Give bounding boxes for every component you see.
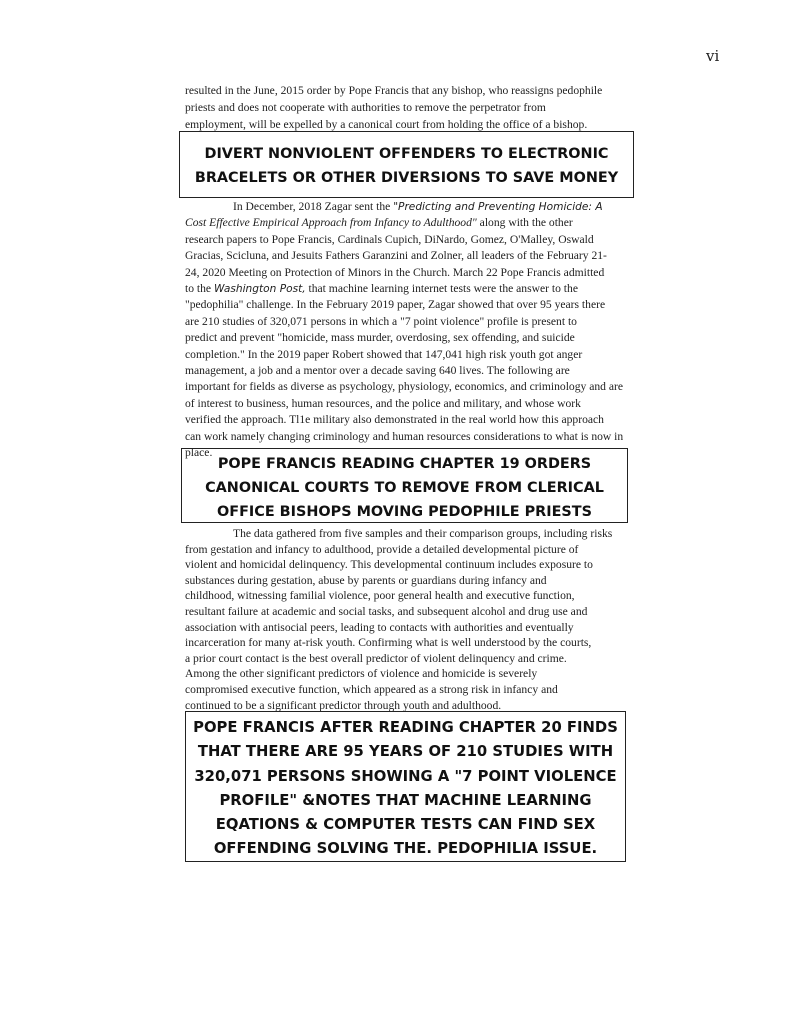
headline-line: OFFICE BISHOPS MOVING PEDOPHILE PRIESTS xyxy=(217,504,592,520)
paper-title: "Predicting and Preventing Homicide: A xyxy=(393,201,603,213)
text-line xyxy=(185,199,631,215)
text-line: Among the other significant predictors of violence and homicide is severely xyxy=(185,667,538,681)
page-number: vi xyxy=(706,47,720,65)
text-run: that machine learning internet tests were the answer to the xyxy=(305,282,578,296)
intro-paragraph xyxy=(185,83,631,134)
text-line: substances during gestation, abuse by parents or guardians during infancy and xyxy=(185,573,547,587)
text-line: resultant failure at academic and social tasks, and subsequent alcohol and drug use and xyxy=(185,604,588,618)
text-run: to the xyxy=(185,282,214,296)
headline-line: BRACELETS OR OTHER DIVERSIONS TO SAVE MONEY xyxy=(194,170,619,186)
text-line: are 210 studies of 320,071 persons in which a "7 point violence" profile is present to xyxy=(185,314,577,328)
headline-line: 320,071 PERSONS SHOWING A "7 POINT VIOLENCE xyxy=(194,767,617,785)
text-line: violent and homicidal delinquency. This developmental continuum includes exposure to xyxy=(185,558,593,572)
headline-line: CANONICAL COURTS TO REMOVE FROM CLERICAL xyxy=(205,480,604,496)
text-line: The data gathered from five samples and their comparison groups, including risks xyxy=(233,527,613,540)
text-line: completion." In the 2019 paper Robert showed that 147,041 high risk youth got anger xyxy=(185,347,583,361)
text-line: predict and prevent "homicide, mass murder, overdosing, sex offending, and suicide xyxy=(185,331,575,345)
text-line: resulted in the June, 2015 order by Pope Francis that any bishop, who reassigns pedophile xyxy=(185,84,603,97)
text-line: place. xyxy=(185,446,213,460)
text-line: childhood, witnessing familial violence, poor general health and executive function, xyxy=(185,589,575,603)
headline-line: PROFILE" &NOTES THAT MACHINE LEARNING xyxy=(219,791,592,809)
text-line xyxy=(185,215,631,231)
headline-line: OFFENDING SOLVING THE. PEDOPHILIA ISSUE. xyxy=(213,840,598,858)
text-line: "pedophilia" challenge. In the February 2019 paper, Zagar showed that over 95 years there xyxy=(185,298,606,312)
headline-box-chapter-20 xyxy=(185,711,626,862)
text-line: research papers to Pope Francis, Cardinals Cupich, DiNardo, Gomez, O'Malley, Oswald xyxy=(185,232,594,246)
text-line: verified the approach. Tl1e military also demonstrated in the real world how this approach xyxy=(185,413,604,427)
text-line: 24, 2020 Meeting on Protection of Minors in the Church. March 22 Pope Francis admitted xyxy=(185,265,605,279)
text-line: employment, will be expelled by a canonical court from holding the office of a bishop. xyxy=(185,117,588,131)
text-line: compromised executive function, which appeared as a strong risk in infancy and xyxy=(185,682,558,696)
text-line: association with antisocial peers, leading to contacts with authorities and eventually xyxy=(185,620,574,634)
zagar-paragraph xyxy=(185,199,631,462)
headline-box-diversion xyxy=(179,131,634,198)
headline-line: THAT THERE ARE 95 YEARS OF 210 STUDIES WITH xyxy=(197,743,614,761)
text-run: In December, 2018 Zagar sent the xyxy=(233,200,394,213)
text-line: a prior court contact is the best overall predictor of violent delinquency and crime. xyxy=(185,651,567,665)
text-line: management, a job and a mentor over a decade saving 640 lives. The following are xyxy=(185,364,570,378)
text-line: from gestation and infancy to adulthood, provide a detailed developmental picture of xyxy=(185,542,579,556)
headline-line: DIVERT NONVIOLENT OFFENDERS TO ELECTRONIC xyxy=(204,146,609,162)
newspaper-name: Washington Post, xyxy=(213,283,306,296)
text-line xyxy=(185,281,631,297)
headline-line: POPE FRANCIS AFTER READING CHAPTER 20 FINDS xyxy=(193,719,618,736)
paper-title: Cost Effective Empirical Approach from Infancy to Adulthood" xyxy=(185,216,477,230)
text-line: incarceration for many at-risk youth. Confirming what is well understood by the courts, xyxy=(185,636,592,650)
headline-line: EQATIONS & COMPUTER TESTS CAN FIND SEX xyxy=(215,816,596,834)
text-line: of interest to business, human resources, and the police and military, and whose work xyxy=(185,396,581,410)
data-paragraph xyxy=(185,526,631,713)
headline-box-chapter-19 xyxy=(181,448,628,523)
text-line: can work namely changing criminology and human resources considerations to what is now in xyxy=(185,429,624,443)
text-run: along with the other xyxy=(476,216,573,230)
text-line: continued to be a significant predictor through youth and adulthood. xyxy=(185,698,502,712)
text-line: priests and does not cooperate with authorities to remove the perpetrator from xyxy=(185,100,546,114)
text-line: important for fields as diverse as psychology, physiology, economics, and criminology and are xyxy=(185,380,623,394)
text-line: Gracias, Scicluna, and Jesuits Fathers Garanzini and Zolner, all leaders of the February 21- xyxy=(185,249,607,263)
headline-line: POPE FRANCIS READING CHAPTER 19 ORDERS xyxy=(217,456,592,472)
